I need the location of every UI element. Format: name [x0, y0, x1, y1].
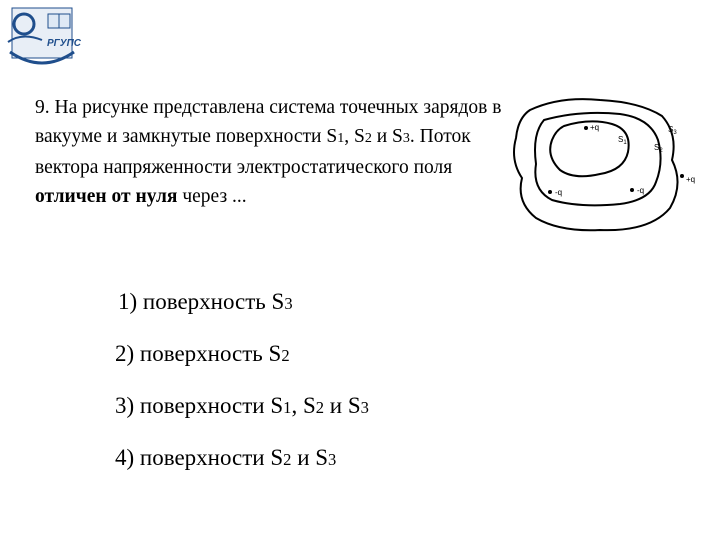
- charge-plus-inner-dot: [584, 126, 588, 130]
- question-bold: отличен от нуля: [35, 186, 178, 207]
- question-sub-s1: 1: [337, 130, 345, 146]
- surface-s3: [514, 99, 678, 230]
- label-s2: $S_2$: [654, 143, 663, 154]
- answer-option-4[interactable]: 4) поверхности S2 и S3: [115, 445, 337, 470]
- answer-option-1[interactable]: 1) поверхность S3: [118, 289, 293, 314]
- label-s3: $S_3$: [668, 125, 677, 136]
- charge-plus-outer-label: +q: [686, 175, 696, 184]
- question-sep2: и S: [371, 126, 403, 147]
- question-part3: через ...: [177, 186, 247, 207]
- logo-text: РГУПС: [47, 38, 81, 49]
- charge-minus-right-label: -q: [637, 186, 645, 195]
- charge-minus-left-label: -q: [555, 188, 563, 197]
- question-text: [35, 93, 515, 211]
- label-s1: $S_1$: [618, 135, 627, 146]
- answer-option-3[interactable]: 3) поверхности S1, S2 и S3: [115, 393, 369, 418]
- charge-plus-outer-dot: [680, 174, 684, 178]
- question-part1: 9. На рисунке представлена система точечных зарядов в вакууме и замкнутые поверхности S: [35, 97, 502, 147]
- question-sep1: , S: [344, 126, 365, 147]
- question-part2: . Поток вектора напряженности электростатического поля: [35, 126, 471, 178]
- answer-option-2[interactable]: 2) поверхность S2: [115, 341, 290, 366]
- surfaces-figure: [500, 90, 700, 240]
- charge-plus-inner-label: +q: [590, 123, 600, 132]
- university-logo: [2, 2, 90, 74]
- question-sub-s3: 3: [402, 130, 410, 146]
- charge-minus-left-dot: [548, 190, 552, 194]
- question-sub-s2: 2: [364, 130, 372, 146]
- charge-minus-right-dot: [630, 188, 634, 192]
